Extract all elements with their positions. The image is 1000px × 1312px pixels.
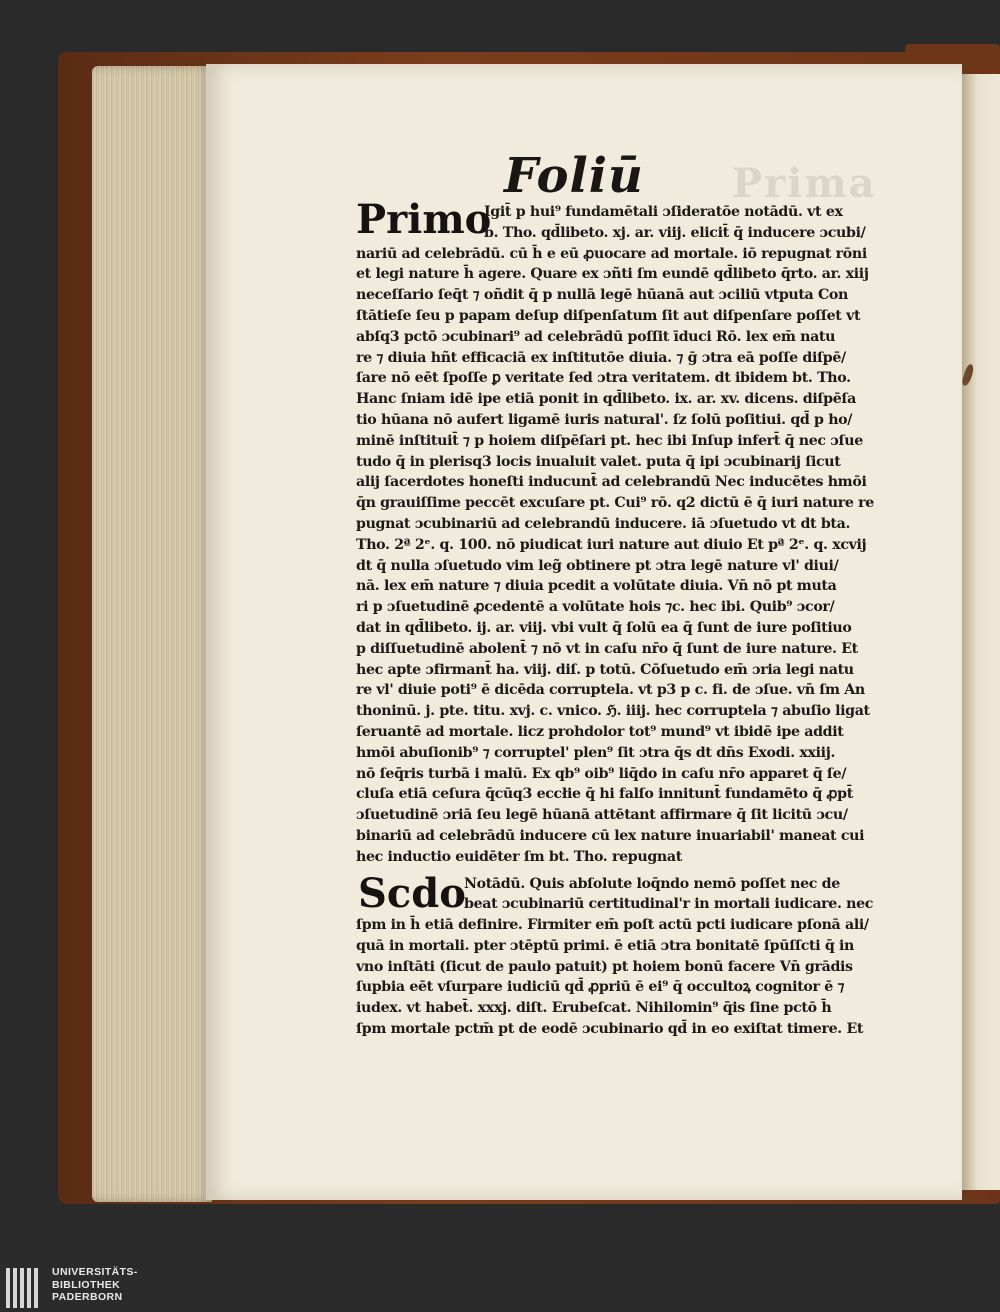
text-line: nariū ad celebrādū. cū h̄ e eū ꝓuocare ad mortale. iō repugnat rōni — [356, 245, 867, 262]
logo-line: BIBLIOTHEK — [52, 1278, 121, 1291]
text-line: neceſſario ſeq̄t ⁊ oñdit q̄ p nullā legē hūanā aut ɔciliū vtputa Con — [356, 287, 849, 304]
text-line: Igit̄ p hui⁹ fundamētali ɔſideratōe notādū. vt ex — [484, 204, 843, 220]
section-primo — [356, 202, 876, 874]
text-line: binariū ad celebrādū inducere cū lex nature inuariabil' maneat cui — [356, 827, 865, 844]
text-line: alij ſacerdotes honeſti inducunt̄ ad celebrandū Nec inducētes hmōi — [356, 474, 867, 491]
show-through-text: Prima — [732, 160, 877, 207]
text-line: ri p ɔſuetudinē ꝓcedentē a volūtate hois ⁊c. hec ibi. Quib⁹ ɔcor/ — [356, 599, 835, 616]
text-line: ſpm in h̄ etiā definire. Firmiter em̄ poſt actū pcti iudicare pſonā ali/ — [356, 917, 869, 934]
text-line: dat in qd̄libeto. ij. ar. viij. vbi vult q̄ ſolū ea q̄ ſunt de iure poſitiuo — [356, 619, 852, 636]
text-line: ſare nō eēt ſpoſſe ꝑ veritate ſed ɔtra veritatem. dt ibidem bt. Tho. — [356, 370, 851, 387]
text-line: ɔſuetudinē ɔriā ſeu legē hūanā attētant affirmare q̄ ſit licitū ɔcu/ — [356, 807, 848, 824]
text-line: Notādū. Quis abſolute loq̄ndo nemō poſſet nec de — [464, 875, 840, 892]
page-edges — [92, 66, 212, 1202]
text-line: nā. lex em̄ nature ⁊ diuia pcedit a volūtate diuia. Vn̄ nō pt muta — [356, 578, 837, 595]
text-line: abſq3 pctō ɔcubinari⁹ ad celebrādū poſſit īduci Rō. lex em̄ natu — [356, 328, 836, 345]
text-line: quā in mortali. pter ɔtēptū primi. ē etiā ɔtra bonitatē ſpūſſcti q̄ in — [356, 937, 854, 954]
text-column — [356, 202, 876, 1040]
text-line: beat ɔcubinariū certitudinal'r in mortali iudicare. nec — [464, 896, 874, 913]
section-initial-scdo: Scdo — [358, 870, 466, 917]
section-scdo — [356, 870, 876, 1040]
text-line: nō ſeq̄ris turbā i malū. Ex qb⁹ oib⁹ liq̄do in caſu nr̄o apparet q̄ ſe/ — [356, 765, 847, 782]
logo-line: PADERBORN — [52, 1291, 123, 1303]
text-line: tio hūana nō aufert ligamē iuris natural'. ſz ſolū poſitiui. qd̄ p ho/ — [356, 411, 853, 428]
text-line: re ⁊ diuia hñt efficaciā ex inſtitutōe diuia. ⁊ ḡ ɔtra eā poſſe diſpē/ — [356, 349, 846, 366]
text-line: ſtātieſe ſeu p papam deſup diſpenſatum ſit aut diſpenſare poſſet vt — [356, 307, 861, 324]
section-initial-primo: Primo — [356, 196, 492, 243]
text-line: minē inſtituit̄ ⁊ p hoiem diſpēſari pt. hec ibi Inſup infert̄ q̄ nec ɔſue — [356, 432, 863, 449]
text-line: ſupbia eēt vſurpare iudiciū qd̄ ꝓpriū ē ei⁹ q̄ occultoꝝ cognitor ē ⁊ — [356, 979, 845, 996]
text-line: b. Tho. qd̄libeto. xj. ar. viij. elicit̄ q̄ inducere ɔcubi/ — [484, 224, 866, 241]
text-line: cluſa etiā ceſura q̄cūq3 eccłie q̄ hi falſo innitunt̄ fundamēto q̄ ꝓpt̄ — [356, 786, 853, 803]
text-line: iudex. vt habet̄. xxxj. diſt. Erubeſcat. Nihilomin⁹ q̄is ſine pctō h̄ — [356, 1000, 832, 1017]
text-line: hec apte ɔfirmant̄ ha. viij. diſ. p totū. Cōſuetudo em̄ ɔria legi natu — [356, 661, 854, 678]
footer-bar — [0, 1262, 1000, 1312]
text-line: p diſſuetudinē abolent̄ ⁊ nō vt in caſu nr̄o q̄ ſunt de iure nature. Et — [356, 640, 858, 657]
text-line: hec inductio euidēter ſm bt. Tho. repugnat — [356, 848, 682, 865]
text-line: thoninū. j. pte. titu. xvj. c. vnico. ℌ. iiij. hec corruptela ⁊ abuſio ligat — [356, 703, 870, 720]
library-logo-icon — [6, 1268, 44, 1308]
text-line: et legi nature h̄ agere. Quare ex ɔñti ſm eundē qd̄libeto q̄rto. ar. xiij — [356, 266, 869, 283]
text-line: tudo q̄ in plerisq3 locis inualuit valet. puta q̄ ipi ɔcubinarij ſicut — [356, 453, 841, 470]
folio-heading: Foliū — [504, 148, 644, 204]
library-logo-text — [52, 1266, 138, 1304]
text-line: dt q̄ nulla ɔſuetudo vim leg̃ obtinere pt ɔtra legē nature vl' diui/ — [356, 557, 839, 574]
text-line: ſpm mortale pctm̄ pt de eodē ɔcubinario qd̄ in eo exiſtat timere. Et — [356, 1021, 864, 1038]
text-line: Tho. 2ª 2ᵉ. q. 100. nō piudicat iuri nature aut diuio Et pª 2ᵉ. q. xcvij — [356, 536, 867, 553]
text-line: q̄n grauiſſime peccēt excuſare pt. Cui⁹ rō. q2 dictū ē q̄ iuri nature re — [356, 495, 874, 512]
text-line: ſeruantē ad mortale. licz prohdolor tot⁹ mund⁹ vt ibidē ipe addit — [356, 723, 844, 740]
text-line: re vl' diuie poti⁹ ē dicēda corruptela. vt p3 p c. fi. de ɔſue. vn̄ ſm An — [356, 682, 865, 699]
text-line: vno inſtāti (ſicut de paulo patuit) pt hoiem bonū facere Vn̄ grādis — [356, 958, 853, 975]
facing-page-edge — [962, 74, 1000, 1190]
text-line: hmōi abuſionib⁹ ⁊ corruptel' plen⁹ ſit ɔtra q̄s dt dn̄s Exodi. xxiij. — [356, 744, 836, 761]
text-line: Hanc ſniam idē ipe etiā ponit in qd̄libeto. ix. ar. xv. dicens. diſpēſa — [356, 391, 856, 408]
logo-line: UNIVERSITÄTS- — [52, 1266, 138, 1278]
text-line: pugnat ɔcubinariū ad celebrandū inducere. iā ɔſuetudo vt dt bta. — [356, 515, 851, 532]
